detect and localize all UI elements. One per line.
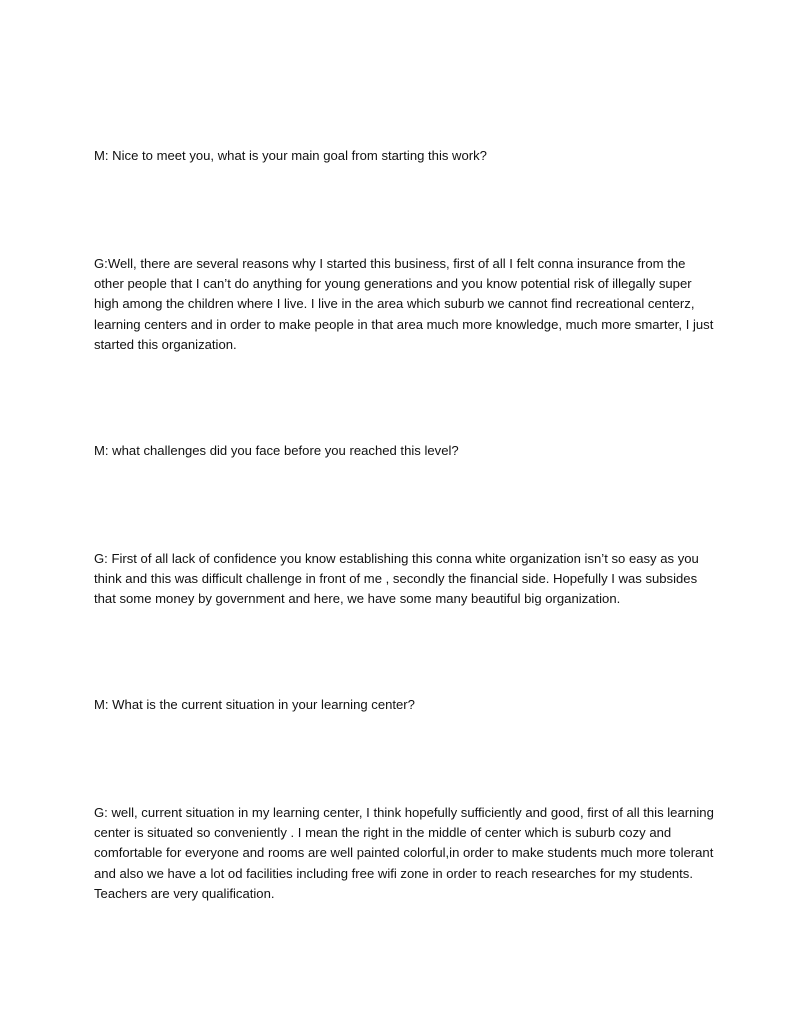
guest-answer-2: G: First of all lack of confidence you know establishing this conna white organization isn’t so easy as you think and this was difficult challenge in front of me , secondly the financial side. Hopefully I was subsides that some money by government and here, we have some many beautiful big organization. bbox=[94, 551, 699, 607]
interviewer-question-2: M: what challenges did you face before you reached this level? bbox=[94, 443, 459, 458]
interviewer-question-1: M: Nice to meet you, what is your main goal from starting this work? bbox=[94, 148, 487, 163]
guest-answer-3: G: well, current situation in my learning center, I think hopefully sufficiently and good, first of all this learning center is situated so conveniently . I mean the right in the middle of center which is suburb cozy and comfortable for everyone and rooms are well painted colorful,in order to make students much more tolerant and also we have a lot od facilities including free wifi zone in order to reach researches for my students. Teachers are very qualification. bbox=[94, 805, 714, 901]
guest-answer-1: G:Well, there are several reasons why I started this business, first of all I felt conna insurance from the other people that I can’t do anything for young generations and you know potential risk of illegally super high among the children where I live. I live in the area which suburb we cannot find recreational centerz, learning centers and in order to make people in that area much more knowledge, much more smarter, I just started this organization. bbox=[94, 256, 714, 352]
interviewer-question-3: M: What is the current situation in your learning center? bbox=[94, 697, 415, 712]
